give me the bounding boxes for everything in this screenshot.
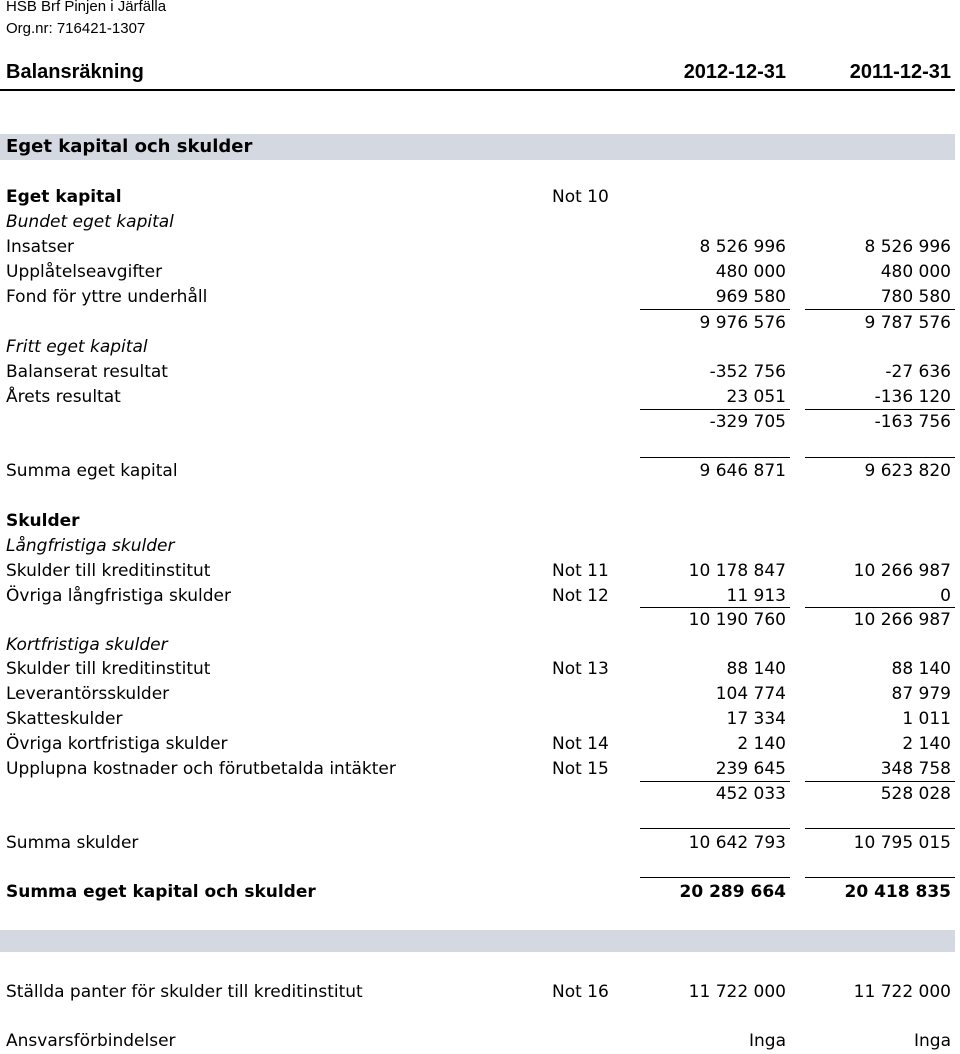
row-value-previous: 8 526 996 bbox=[864, 237, 951, 257]
row-value-previous: -163 756 bbox=[874, 412, 951, 432]
row-balanserat bbox=[0, 360, 960, 384]
row-note: Not 16 bbox=[552, 982, 609, 1002]
row-summa-skulder bbox=[0, 831, 960, 855]
row-value-previous: 20 418 835 bbox=[844, 882, 951, 902]
row-kortfristiga bbox=[0, 633, 960, 657]
row-ansvarsforbindelser bbox=[0, 1029, 960, 1053]
row-label: Kortfristiga skulder bbox=[6, 635, 168, 655]
row-label: Långfristiga skulder bbox=[6, 536, 175, 556]
row-label: Summa skulder bbox=[6, 833, 139, 853]
row-value-previous: 348 758 bbox=[880, 759, 951, 779]
row-label: Summa eget kapital bbox=[6, 461, 178, 481]
subtotal-rule bbox=[640, 309, 790, 310]
row-summa-total bbox=[0, 880, 960, 904]
row-value-previous: 1 011 bbox=[902, 709, 951, 729]
row-ovriga-lang bbox=[0, 584, 960, 608]
row-label: Ansvarsförbindelser bbox=[6, 1031, 176, 1051]
row-value-previous: 11 722 000 bbox=[853, 982, 951, 1002]
row-fond bbox=[0, 285, 960, 309]
header-rule bbox=[0, 89, 955, 91]
row-label: Balanserat resultat bbox=[6, 362, 168, 382]
row-value-previous: 10 795 015 bbox=[853, 833, 951, 853]
row-value-current: 11 722 000 bbox=[688, 982, 786, 1002]
row-value-previous: 2 140 bbox=[902, 734, 951, 754]
row-label: Skatteskulder bbox=[6, 709, 123, 729]
separator-band bbox=[0, 930, 955, 952]
row-value-current: 2 140 bbox=[737, 734, 786, 754]
row-label: Skulder bbox=[6, 511, 80, 531]
row-langfristiga bbox=[0, 534, 960, 558]
row-label: Fond för yttre underhåll bbox=[6, 287, 208, 307]
row-label: Leverantörsskulder bbox=[6, 684, 170, 704]
total-rule bbox=[640, 457, 790, 458]
row-label: Bundet eget kapital bbox=[6, 212, 174, 232]
total-rule bbox=[805, 457, 955, 458]
row-value-current: 10 178 847 bbox=[688, 561, 786, 581]
page-title: Balansräkning bbox=[6, 61, 144, 83]
row-note: Not 15 bbox=[552, 759, 609, 779]
row-value-current: 10 642 793 bbox=[688, 833, 786, 853]
row-value-current: -329 705 bbox=[709, 412, 786, 432]
row-note: Not 11 bbox=[552, 561, 609, 581]
row-note: Not 12 bbox=[552, 586, 609, 606]
row-value-previous: 87 979 bbox=[891, 684, 951, 704]
row-value-previous: Inga bbox=[914, 1031, 951, 1051]
row-sum-bundet bbox=[0, 311, 960, 335]
row-value-current: -352 756 bbox=[709, 362, 786, 382]
row-skatte bbox=[0, 707, 960, 731]
row-label: Summa eget kapital och skulder bbox=[6, 882, 316, 902]
row-value-current: 452 033 bbox=[715, 784, 786, 804]
company-name: HSB Brf Pinjen i Järfälla bbox=[6, 0, 167, 15]
year-previous: 2011-12-31 bbox=[849, 61, 951, 83]
row-value-previous: 528 028 bbox=[880, 784, 951, 804]
row-value-previous: -136 120 bbox=[874, 387, 951, 407]
row-value-current: 480 000 bbox=[715, 262, 786, 282]
row-value-previous: -27 636 bbox=[885, 362, 951, 382]
row-arets bbox=[0, 385, 960, 409]
row-label: Årets resultat bbox=[6, 387, 121, 407]
row-upplatelse bbox=[0, 260, 960, 284]
row-label: Skulder till kreditinstitut bbox=[6, 561, 211, 581]
row-ovriga-kort bbox=[0, 732, 960, 756]
row-value-previous: 780 580 bbox=[880, 287, 951, 307]
row-value-current: 9 976 576 bbox=[699, 313, 786, 333]
row-eget-kapital bbox=[0, 185, 960, 209]
row-value-previous: 9 623 820 bbox=[864, 461, 951, 481]
row-label: Fritt eget kapital bbox=[6, 337, 148, 357]
row-value-previous: 0 bbox=[940, 586, 951, 606]
org-number: Org.nr: 716421-1307 bbox=[6, 20, 146, 37]
row-value-current: 23 051 bbox=[726, 387, 786, 407]
row-label: Upplåtelseavgifter bbox=[6, 262, 163, 282]
row-leverantor bbox=[0, 682, 960, 706]
section-title: Eget kapital och skulder bbox=[6, 136, 253, 157]
row-sum-kort bbox=[0, 782, 960, 806]
row-value-current: 969 580 bbox=[715, 287, 786, 307]
row-note: Not 10 bbox=[552, 187, 609, 207]
row-label: Övriga långfristiga skulder bbox=[6, 586, 231, 606]
row-stallda-panter bbox=[0, 980, 960, 1004]
row-label: Upplupna kostnader och förutbetalda intäkter bbox=[6, 759, 396, 779]
row-sum-fritt bbox=[0, 410, 960, 434]
total-rule bbox=[805, 828, 955, 829]
report-header bbox=[0, 60, 960, 84]
row-value-previous: 10 266 987 bbox=[853, 561, 951, 581]
row-skulder bbox=[0, 509, 960, 533]
year-current: 2012-12-31 bbox=[683, 61, 786, 83]
row-value-current: 239 645 bbox=[715, 759, 786, 779]
grand-total-rule bbox=[640, 877, 790, 878]
row-value-current: 104 774 bbox=[715, 684, 786, 704]
row-label: Skulder till kreditinstitut bbox=[6, 659, 211, 679]
row-value-current: 11 913 bbox=[726, 586, 786, 606]
row-label: Övriga kortfristiga skulder bbox=[6, 734, 228, 754]
row-note: Not 13 bbox=[552, 659, 609, 679]
row-upplupna bbox=[0, 757, 960, 781]
row-note: Not 14 bbox=[552, 734, 609, 754]
total-rule bbox=[640, 828, 790, 829]
row-label: Insatser bbox=[6, 237, 75, 257]
row-skulder-kredit-kort bbox=[0, 657, 960, 681]
row-label: Eget kapital bbox=[6, 187, 122, 207]
row-value-current: 8 526 996 bbox=[699, 237, 786, 257]
row-value-current: 88 140 bbox=[726, 659, 786, 679]
row-summa-ek bbox=[0, 459, 960, 483]
row-value-previous: 10 266 987 bbox=[853, 610, 951, 630]
row-sum-lang bbox=[0, 608, 960, 632]
subtotal-rule bbox=[805, 309, 955, 310]
row-fritt bbox=[0, 335, 960, 359]
row-label: Ställda panter för skulder till kreditinstitut bbox=[6, 982, 363, 1002]
row-skulder-kredit bbox=[0, 559, 960, 583]
row-value-current: 9 646 871 bbox=[699, 461, 786, 481]
row-bundet bbox=[0, 210, 960, 234]
row-value-current: Inga bbox=[749, 1031, 786, 1051]
row-value-current: 10 190 760 bbox=[688, 610, 786, 630]
row-value-previous: 9 787 576 bbox=[864, 313, 951, 333]
grand-total-rule bbox=[805, 877, 955, 878]
row-value-previous: 480 000 bbox=[880, 262, 951, 282]
row-value-previous: 88 140 bbox=[891, 659, 951, 679]
section-band bbox=[0, 134, 955, 160]
row-value-current: 17 334 bbox=[726, 709, 786, 729]
row-value-current: 20 289 664 bbox=[679, 882, 786, 902]
row-insatser bbox=[0, 235, 960, 259]
